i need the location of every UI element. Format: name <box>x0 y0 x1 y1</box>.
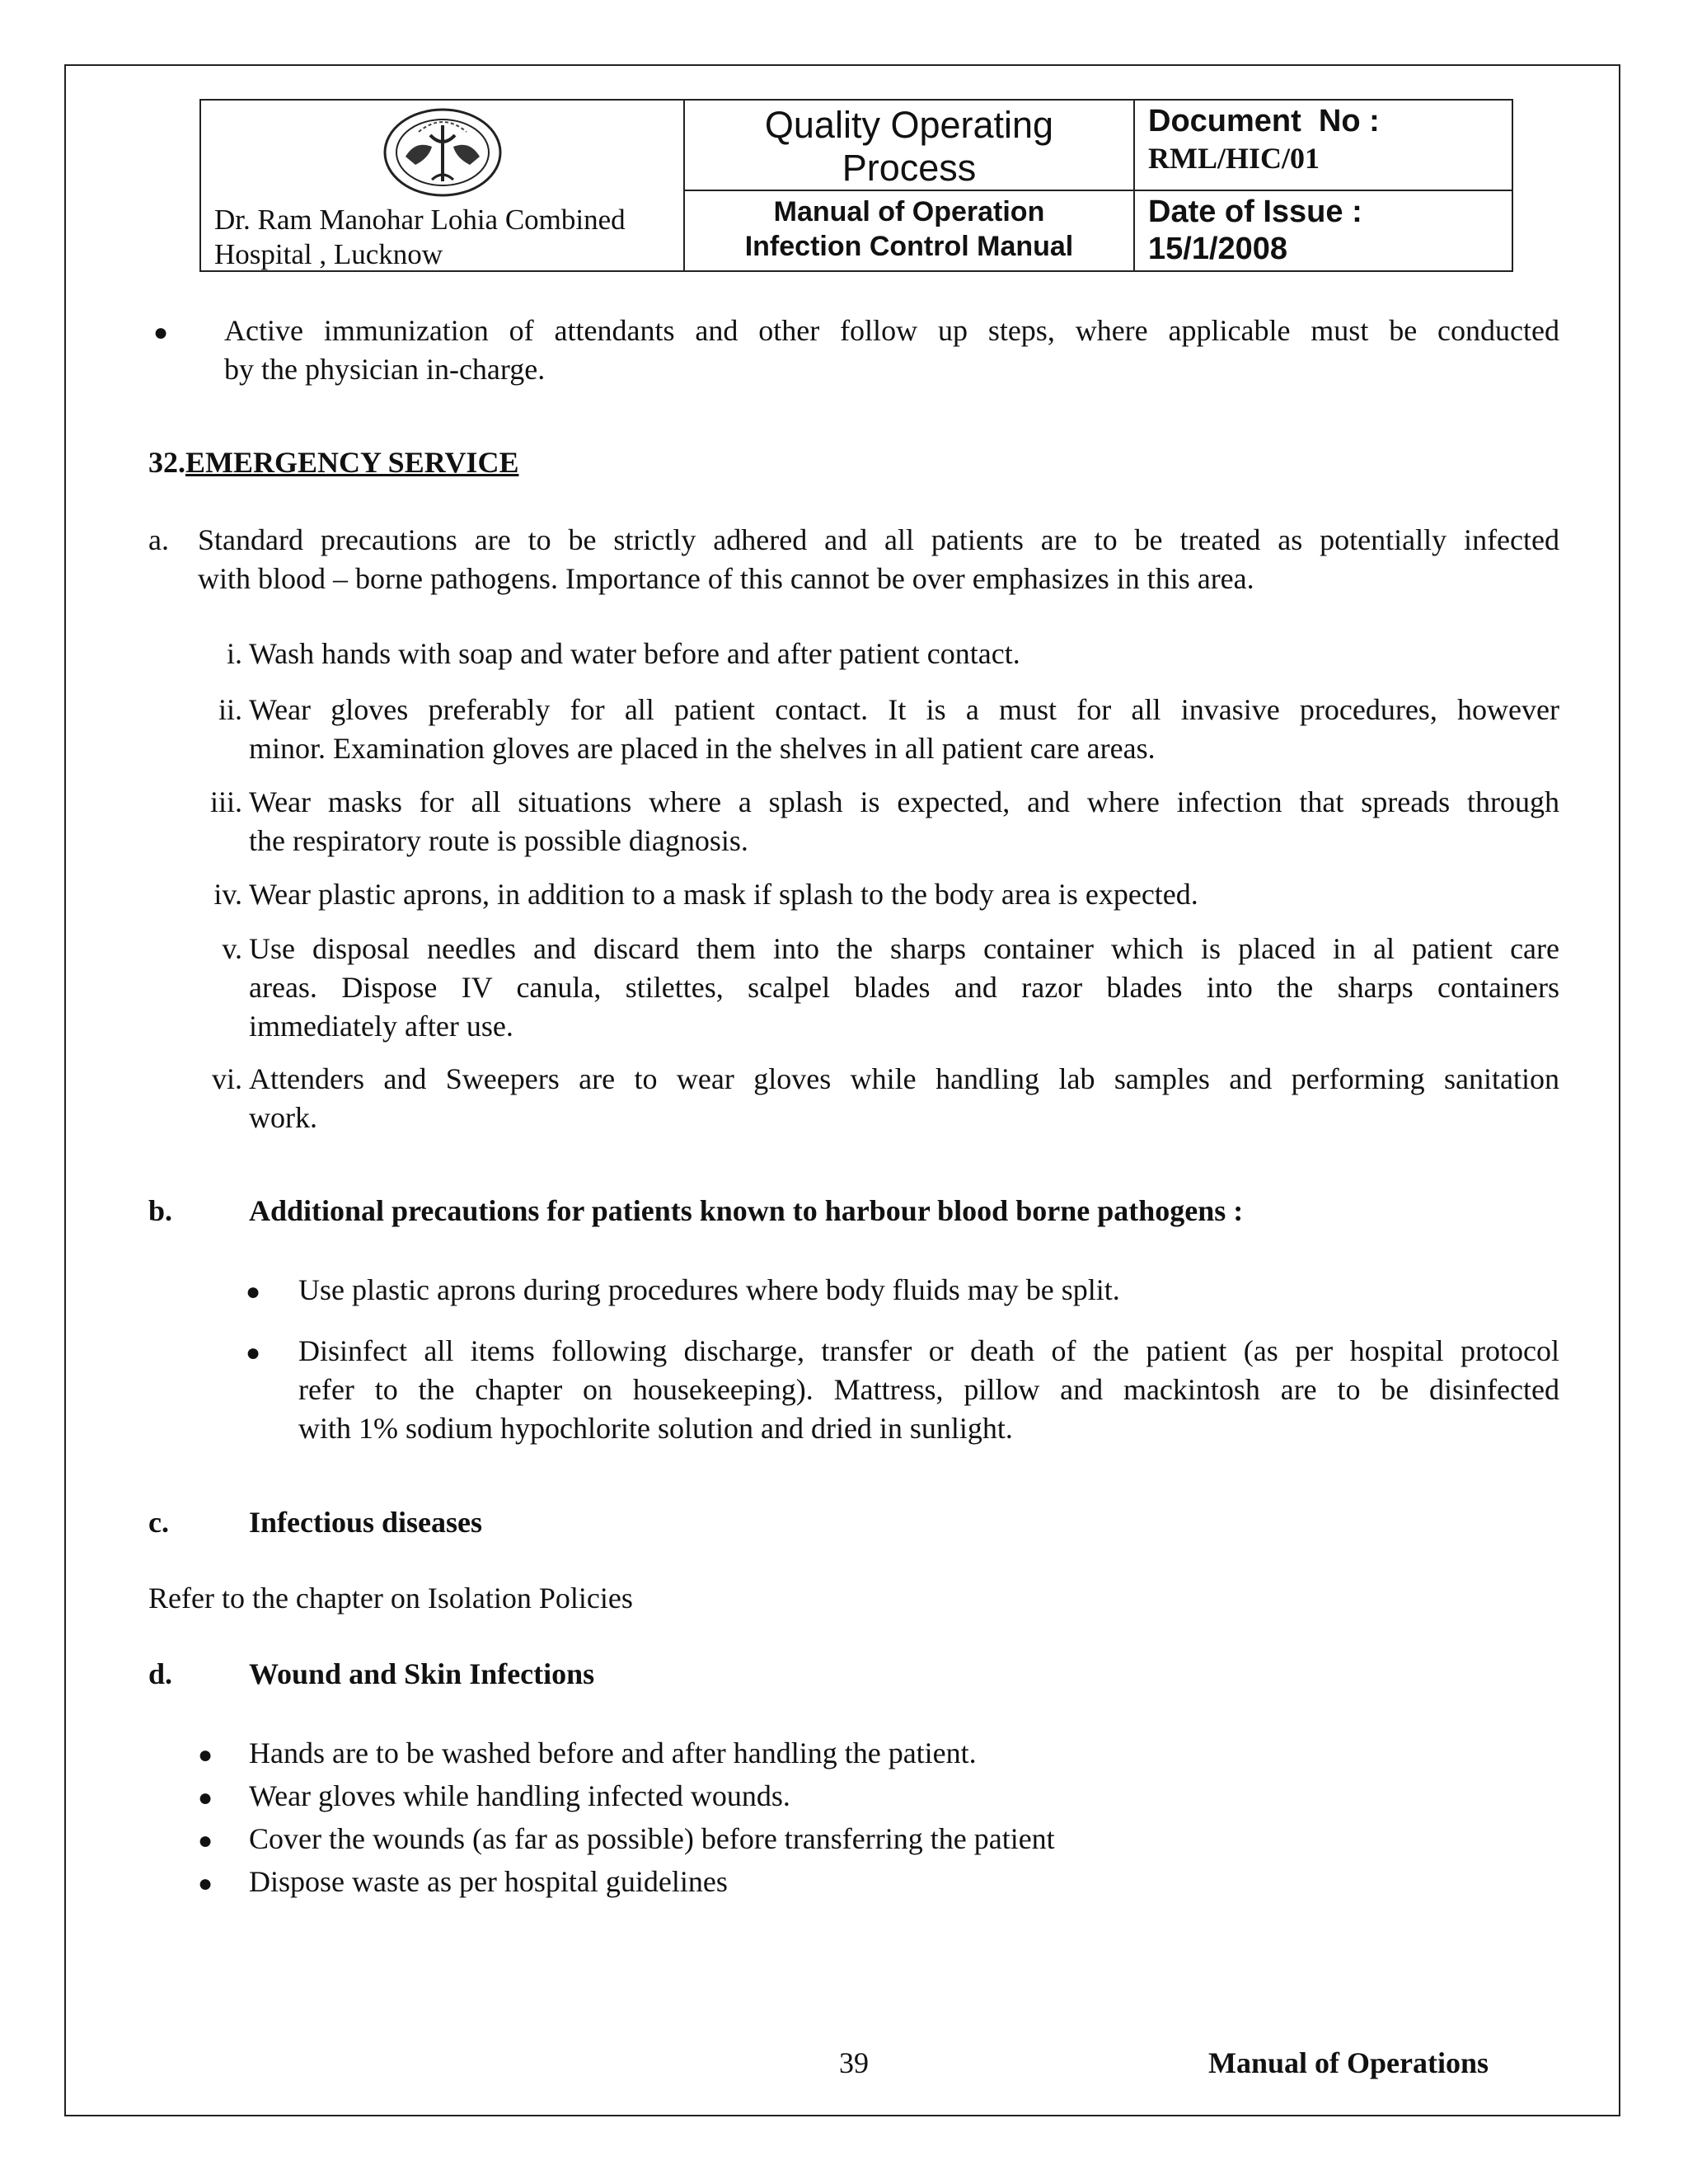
paragraph-line: Wear gloves preferably for all patient contact. It is a must for all invasive procedures, however <box>249 693 1559 726</box>
subitem-text <box>249 1060 1559 1137</box>
item-a-marker: a. <box>148 523 169 556</box>
bullet-icon: ● <box>246 1278 261 1305</box>
bullet-icon: ● <box>246 1339 261 1366</box>
paragraph-line: Active immunization of attendants and other follow up steps, where applicable must be conducted <box>224 314 1559 347</box>
subitem-text <box>249 930 1559 1046</box>
item-b-title: Additional precautions for patients known to harbour blood borne pathogens : <box>249 1194 1244 1227</box>
subitem-marker: iv. <box>213 878 242 911</box>
subitem-marker: v. <box>222 932 242 965</box>
paragraph-line: Standard precautions are to be strictly adhered and all patients are to be treated as potentially infected <box>198 523 1559 556</box>
paragraph-line: immediately after use. <box>249 1010 513 1043</box>
subitem-text <box>249 875 1559 914</box>
subitem-marker: vi. <box>211 1062 242 1095</box>
quality-operating-process-cell <box>685 101 1135 191</box>
paragraph-line: the respiratory route is possible diagnosis. <box>249 824 748 857</box>
bullet-text: Hands are to be washed before and after handling the patient. <box>249 1736 977 1769</box>
manual-title-cell <box>685 191 1135 270</box>
page-number: 39 <box>839 2046 869 2079</box>
bullet-text <box>298 1332 1559 1448</box>
item-a-text <box>198 521 1559 598</box>
qop-title-line: Quality Operating <box>764 104 1054 146</box>
document-number-cell <box>1135 101 1512 191</box>
header-logo-cell <box>201 101 685 270</box>
bullet-icon: ● <box>198 1784 213 1811</box>
paragraph-line: Wear masks for all situations where a splash is expected, and where infection that spreads through <box>249 785 1559 818</box>
subitem-marker: i. <box>226 637 242 670</box>
hospital-name-line: Dr. Ram Manohar Lohia Combined <box>214 204 626 236</box>
bullet-icon: ● <box>198 1827 213 1854</box>
footer-title: Manual of Operations <box>1208 2046 1489 2079</box>
item-c-marker: c. <box>148 1506 169 1539</box>
subitem-text <box>249 691 1559 768</box>
item-d-marker: d. <box>148 1657 173 1690</box>
paragraph-line: with 1% sodium hypochlorite solution and dried in sunlight. <box>298 1412 1013 1445</box>
hospital-name <box>214 203 626 272</box>
date-of-issue-label: Date of Issue : <box>1148 194 1362 229</box>
document-number-label: Document No : <box>1148 104 1380 138</box>
bullet-text: Wear gloves while handling infected wounds. <box>249 1779 790 1812</box>
subitem-marker: ii. <box>218 693 242 726</box>
qop-title-line: Process <box>842 147 977 189</box>
paragraph-line: refer to the chapter on housekeeping). Mattress, pillow and mackintosh are to be disinfected <box>298 1373 1559 1406</box>
section-heading <box>148 443 518 482</box>
paragraph-line: Wear plastic aprons, in addition to a mask if splash to the body area is expected. <box>249 878 1198 911</box>
bullet-text: Cover the wounds (as far as possible) before transferring the patient <box>249 1822 1055 1855</box>
paragraph-line: Disinfect all items following discharge, transfer or death of the patient (as per hospital protocol <box>298 1334 1559 1367</box>
bullet-text <box>298 1271 1559 1310</box>
subitem-text <box>249 635 1559 673</box>
paragraph-line: with blood – borne pathogens. Importance of this cannot be over emphasizes in this area. <box>198 562 1254 595</box>
intro-bullet-text <box>224 312 1559 389</box>
paragraph-line: Use disposal needles and discard them into the sharps container which is placed in al patient care <box>249 932 1559 965</box>
document-header-table <box>199 99 1513 272</box>
bullet-icon: ● <box>153 319 169 346</box>
bullet-icon: ● <box>198 1741 213 1769</box>
paragraph-line: areas. Dispose IV canula, stilettes, scalpel blades and razor blades into the sharps containers <box>249 971 1559 1004</box>
paragraph-line: work. <box>249 1101 317 1134</box>
paragraph-line: Wash hands with soap and water before and after patient contact. <box>249 637 1020 670</box>
date-of-issue-value: 15/1/2008 <box>1148 232 1288 266</box>
hospital-name-line: Hospital , Lucknow <box>214 238 443 270</box>
item-d-title: Wound and Skin Infections <box>249 1657 595 1690</box>
item-b-marker: b. <box>148 1194 173 1227</box>
document-number-value: RML/HIC/01 <box>1148 142 1320 175</box>
state-emblem-icon <box>382 107 503 198</box>
date-of-issue-cell <box>1135 191 1512 270</box>
section-number: 32. <box>148 446 185 479</box>
bullet-text: Dispose waste as per hospital guidelines <box>249 1865 728 1898</box>
paragraph-line: minor. Examination gloves are placed in the shelves in all patient care areas. <box>249 732 1156 765</box>
paragraph-line: Attenders and Sweepers are to wear gloves while handling lab samples and performing sanitation <box>249 1062 1559 1095</box>
item-c-text: Refer to the chapter on Isolation Policies <box>148 1582 633 1615</box>
subitem-marker: iii. <box>209 785 242 818</box>
manual-title-line: Infection Control Manual <box>744 231 1074 262</box>
paragraph-line: by the physician in-charge. <box>224 353 546 386</box>
paragraph-line: Use plastic aprons during procedures where body fluids may be split. <box>298 1273 1120 1306</box>
item-c-title: Infectious diseases <box>249 1506 483 1539</box>
section-title: EMERGENCY SERVICE <box>185 446 519 479</box>
subitem-text <box>249 783 1559 860</box>
manual-title-line: Manual of Operation <box>773 196 1045 227</box>
bullet-icon: ● <box>198 1870 213 1897</box>
